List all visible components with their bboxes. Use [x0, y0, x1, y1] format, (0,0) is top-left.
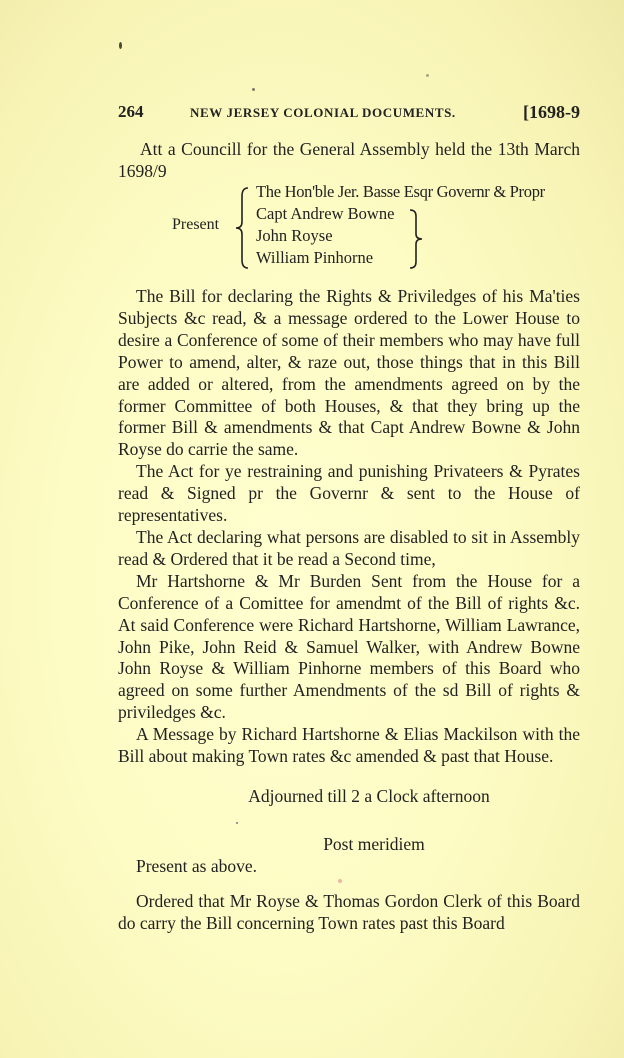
paragraph-conference: Mr Hartshorne & Mr Burden Sent from the House for a Conference of a Comittee for amendmt of the Bill of rights &c. At said Conference were Richard Hartshorne, William Lawrance, John Pike, John Reid & Samuel Walker, with Andrew Bowne John Royse & William Pinhorne members of this Board who agreed on some further Amendments of the sd Bill of rights & priviledges &c.	[118, 570, 580, 723]
page-number: 264	[118, 102, 144, 121]
paragraph-town-rates-message: A Message by Richard Hartshorne & Elias Mackilson with the Bill about making Town rates &c amended & past that House.	[118, 724, 580, 767]
right-brace-icon	[408, 208, 424, 270]
council-heading: Att a Councill for the General Assembly held the 13th March 1698/9	[118, 139, 580, 181]
paragraph-privateers-act: The Act for ye restraining and punishing Privateers & Pyrates read & Signed pr the Governr & sent to the House of representatives.	[118, 461, 580, 526]
paragraph-ordered-royse: Ordered that Mr Royse & Thomas Gordon Clerk of this Board do carry the Bill concerning Town rates past this Board	[118, 891, 580, 933]
member-andrew-bowne: Capt Andrew Bowne	[256, 204, 395, 223]
adjournment-line: Adjourned till 2 a Clock afternoon	[248, 786, 490, 806]
left-brace-icon	[234, 186, 252, 270]
ink-speck	[426, 74, 429, 77]
post-meridiem-heading: Post meridiem	[323, 834, 425, 854]
ink-speck	[119, 42, 122, 49]
paragraph-disabled-persons-act: The Act declaring what persons are disabled to sit in Assembly read & Ordered that it be read a Second time,	[118, 526, 580, 569]
paragraph-bill-of-rights: The Bill for declaring the Rights & Priviledges of his Ma'ties Subjects &c read, & a message ordered to the Lower House to desire a Conference of some of their members who may have full Power to amend, alter, & raze out, those things that in this Bill are added or altered, from the amendments agreed on by the former Committee of both Houses, & that they bring up the former Bill & amendments & that Capt Andrew Bowne & John Royse do carrie the same.	[118, 286, 580, 460]
member-governor: The Hon'ble Jer. Basse Esqr Governr & Propr	[256, 182, 545, 201]
present-as-above: Present as above.	[136, 856, 258, 876]
ink-speck	[236, 822, 238, 824]
ink-speck	[338, 879, 342, 883]
member-john-royse: John Royse	[256, 226, 333, 245]
ink-speck	[252, 88, 255, 91]
year-range: [1698-9	[523, 102, 580, 122]
present-label: Present	[172, 216, 220, 233]
running-header	[118, 102, 580, 126]
running-title: NEW JERSEY COLONIAL DOCUMENTS.	[190, 105, 456, 120]
member-william-pinhorne: William Pinhorne	[256, 248, 374, 267]
present-members-block	[172, 182, 592, 272]
minutes-body	[118, 286, 580, 768]
